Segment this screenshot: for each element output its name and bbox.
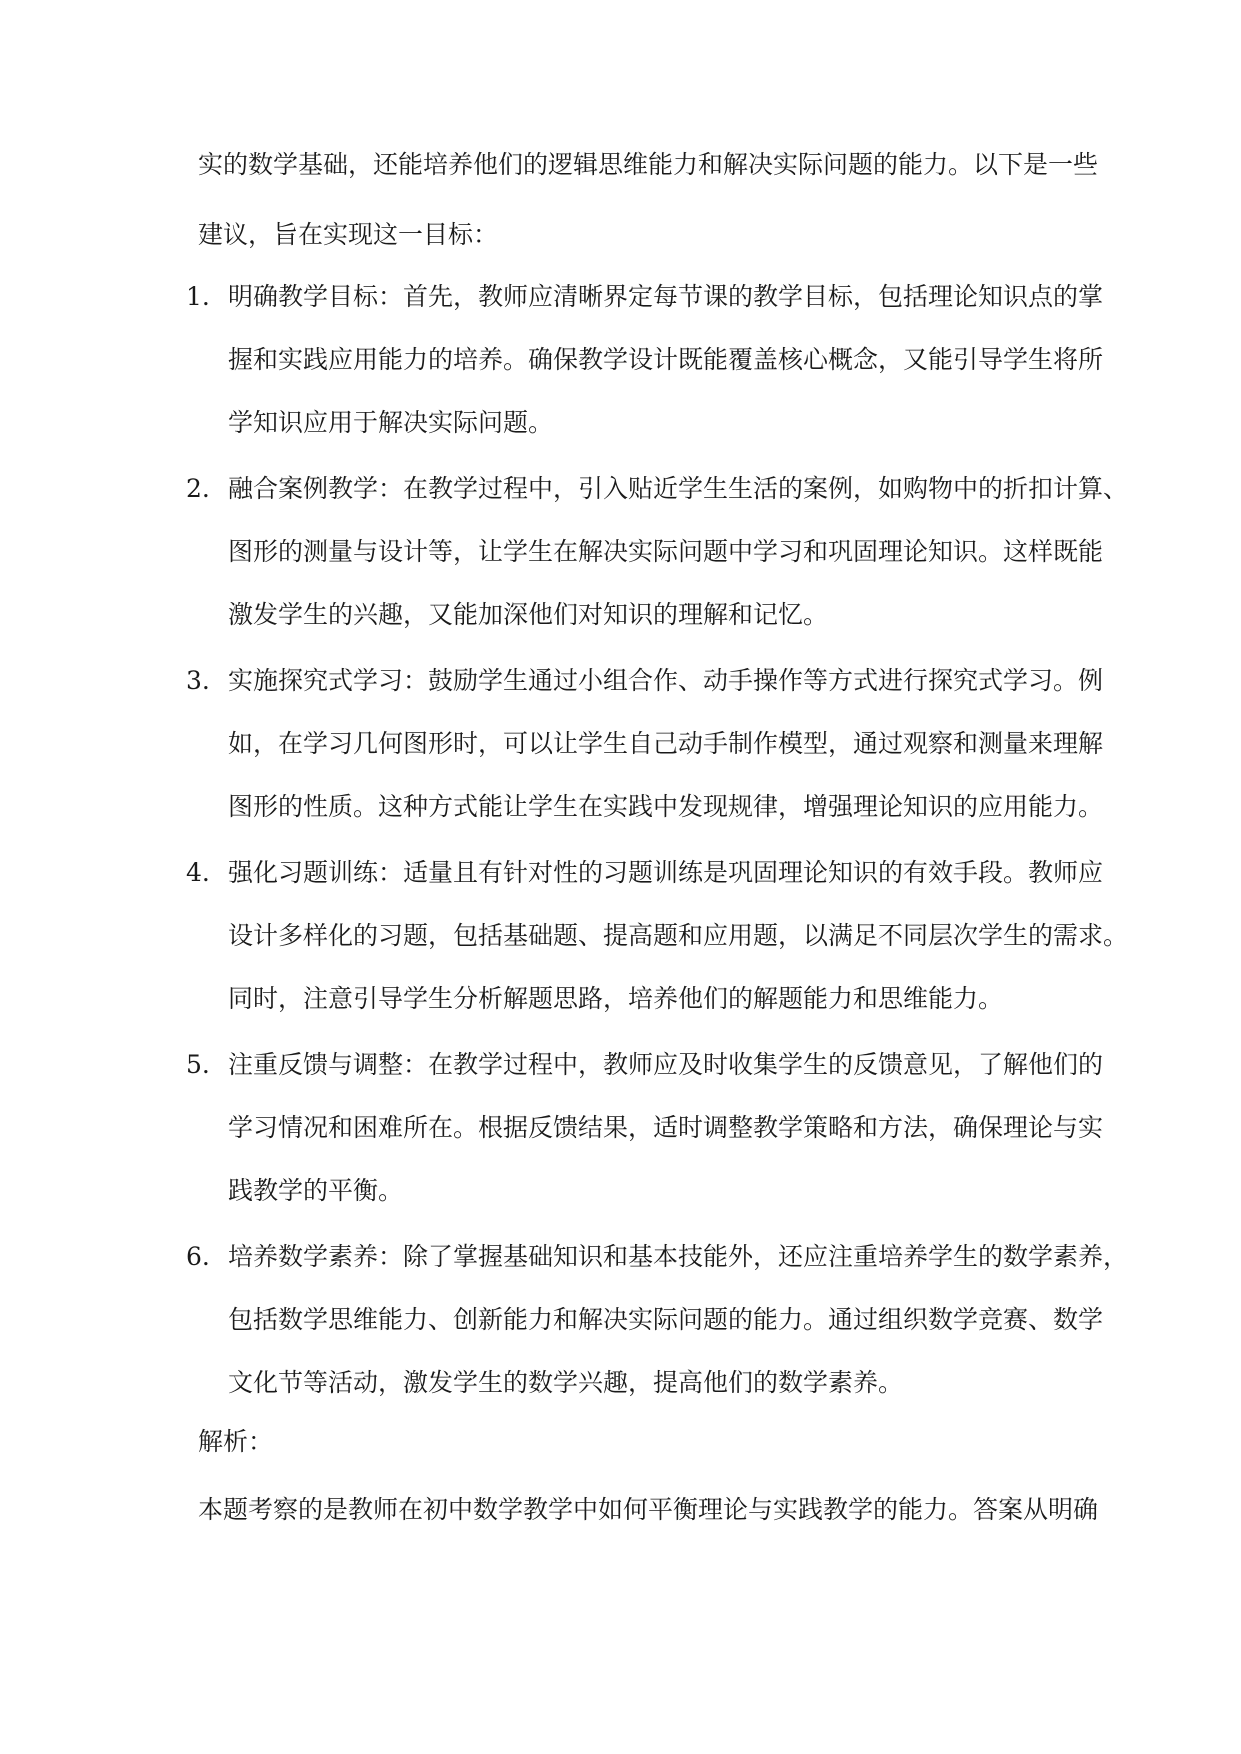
list-item-line: 注重反馈与调整：在教学过程中，教师应及时收集学生的反馈意见，了解他们的 bbox=[228, 1050, 1104, 1079]
list-item-line: 融合案例教学：在教学过程中，引入贴近学生生活的案例，如购物中的折扣计算、 bbox=[228, 474, 1129, 503]
list-item-line: 学知识应用于解决实际问题。 bbox=[228, 408, 554, 437]
list-item-number: 5. bbox=[186, 1050, 210, 1079]
list-item-number: 4. bbox=[186, 858, 210, 887]
list-item-line: 图形的性质。这种方式能让学生在实践中发现规律，增强理论知识的应用能力。 bbox=[228, 792, 1104, 821]
list-item-line: 包括数学思维能力、创新能力和解决实际问题的能力。通过组织数学竞赛、数学 bbox=[228, 1305, 1104, 1334]
list-item-line: 设计多样化的习题，包括基础题、提高题和应用题，以满足不同层次学生的需求。 bbox=[228, 921, 1129, 950]
list-item-line: 激发学生的兴趣，又能加深他们对知识的理解和记忆。 bbox=[228, 600, 829, 629]
list-item-number: 2. bbox=[186, 474, 210, 503]
list-item-line: 握和实践应用能力的培养。确保教学设计既能覆盖核心概念，又能引导学生将所 bbox=[228, 345, 1104, 374]
analysis-text: 本题考察的是教师在初中数学教学中如何平衡理论与实践教学的能力。答案从明确 bbox=[198, 1495, 1099, 1524]
list-item-line: 强化习题训练：适量且有针对性的习题训练是巩固理论知识的有效手段。教师应 bbox=[228, 858, 1104, 887]
list-item-line: 文化节等活动，激发学生的数学兴趣，提高他们的数学素养。 bbox=[228, 1368, 904, 1397]
list-item-line: 培养数学素养：除了掌握基础知识和基本技能外，还应注重培养学生的数学素养， bbox=[228, 1242, 1129, 1271]
list-item-line: 实施探究式学习：鼓励学生通过小组合作、动手操作等方式进行探究式学习。例 bbox=[228, 666, 1104, 695]
intro-line-1: 实的数学基础，还能培养他们的逻辑思维能力和解决实际问题的能力。以下是一些 bbox=[198, 150, 1099, 179]
list-item-line: 践教学的平衡。 bbox=[228, 1176, 404, 1205]
list-item-number: 3. bbox=[186, 666, 210, 695]
list-item-line: 学习情况和困难所在。根据反馈结果，适时调整教学策略和方法，确保理论与实 bbox=[228, 1113, 1104, 1142]
list-item-line: 如，在学习几何图形时，可以让学生自己动手制作模型，通过观察和测量来理解 bbox=[228, 729, 1104, 758]
list-item-number: 6. bbox=[186, 1242, 210, 1271]
list-item-line: 图形的测量与设计等，让学生在解决实际问题中学习和巩固理论知识。这样既能 bbox=[228, 537, 1104, 566]
list-item-number: 1. bbox=[186, 282, 210, 311]
list-item-line: 同时，注意引导学生分析解题思路，培养他们的解题能力和思维能力。 bbox=[228, 984, 1004, 1013]
analysis-label: 解析： bbox=[198, 1427, 274, 1456]
intro-line-2: 建议，旨在实现这一目标： bbox=[198, 220, 499, 249]
list-item-line: 明确教学目标：首先，教师应清晰界定每节课的教学目标，包括理论知识点的掌 bbox=[228, 282, 1104, 311]
